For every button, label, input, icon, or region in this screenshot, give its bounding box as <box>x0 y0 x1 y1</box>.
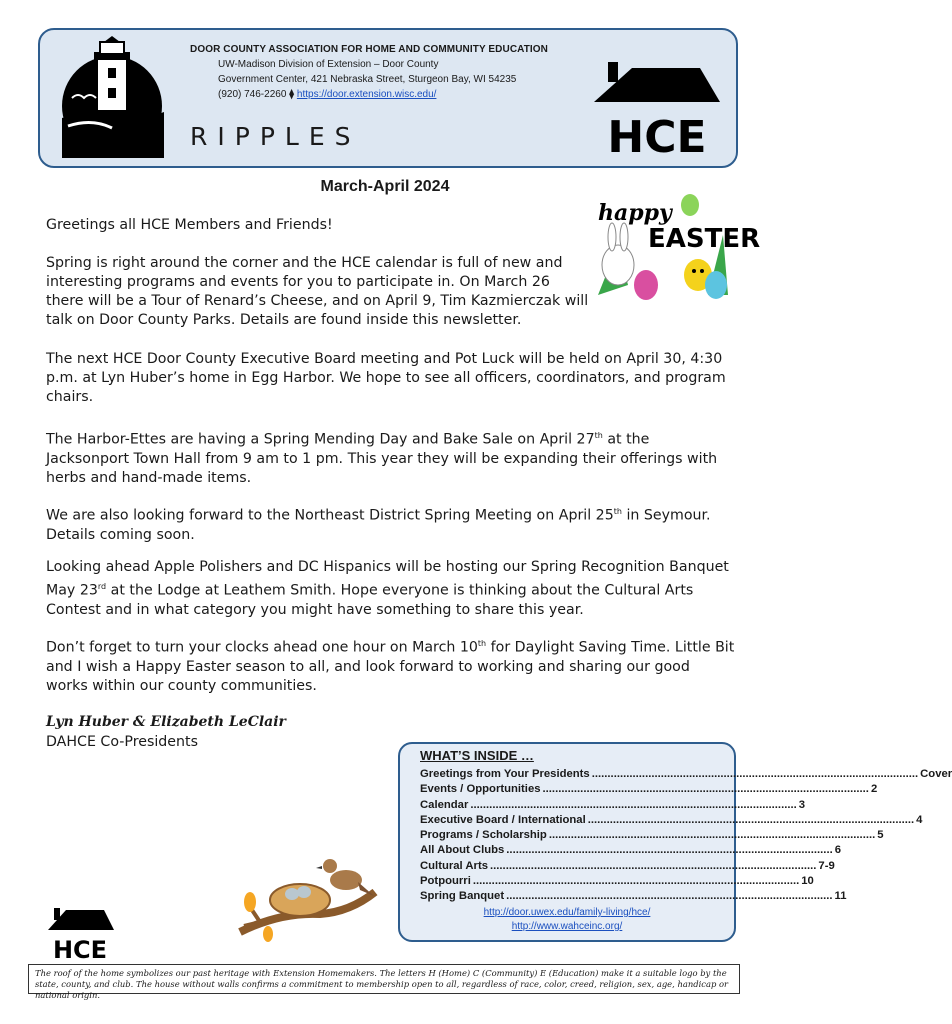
svg-text:EASTER: EASTER <box>648 224 761 254</box>
toc-label: Greetings from Your Presidents <box>420 768 590 780</box>
toc-leader <box>588 814 914 826</box>
toc-item <box>420 813 923 829</box>
division-line: UW-Madison Division of Extension – Door County <box>218 59 439 70</box>
toc-leader <box>543 783 869 795</box>
toc-leader <box>473 875 799 887</box>
toc-page: 2 <box>870 783 878 796</box>
toc-item <box>420 890 847 905</box>
toc-item <box>420 768 952 783</box>
toc-label: Calendar <box>420 798 469 811</box>
toc-page: 4 <box>916 813 923 826</box>
toc-leader <box>549 829 875 841</box>
greeting-paragraph: Greetings all HCE Members and Friends! <box>46 217 333 233</box>
hce-house-logo <box>592 62 722 163</box>
hce-logo-text: HCE <box>607 112 707 163</box>
toc-page: 7-9 <box>818 859 835 872</box>
toc-label: Executive Board / International <box>420 813 586 826</box>
extension-link[interactable]: https://door.extension.wisc.edu/ <box>296 89 437 100</box>
toc-item <box>420 844 842 859</box>
toc-label: Potpourri <box>420 875 471 888</box>
harbor-ettes-paragraph: The Harbor-Ettes are having a Spring Mending Day and Bake Sale on April 27th at the Jacksonport Town Hall from 9 am to 1 pm. This year they will be expanding their offerings with herbs and hand-made items. <box>46 431 718 486</box>
hce-small-logo <box>46 908 116 964</box>
toc-label: Spring Banquet <box>420 890 505 903</box>
toc-page: 11 <box>834 890 847 903</box>
toc-page: 3 <box>798 798 806 811</box>
executive-board-paragraph: The next HCE Door County Executive Board meeting and Pot Luck will be held on April 30, 4:30 p.m. at Lyn Huber’s home in Egg Harbor. We hope to see all officers, coordinators, and program chairs. <box>46 351 726 405</box>
masthead-text <box>190 44 548 100</box>
banquet-paragraph: Looking ahead Apple Polishers and DC Hispanics will be hosting our Spring Recognition Banquet May 23rd at the Lodge at Leathem Smith. Hope everyone is thinking about the Cultural Arts Contest and in what category you might have something to share this year. <box>46 559 729 618</box>
signature-title: DAHCE Co-Presidents <box>46 734 198 750</box>
bird-nest-illustration <box>240 852 380 942</box>
toc-item <box>420 859 835 875</box>
contact-line <box>218 89 548 100</box>
toc-label: Programs / Scholarship <box>420 829 547 842</box>
signature-names: Lyn Huber & Elizabeth LeClair <box>46 714 286 730</box>
toc-item <box>420 783 878 798</box>
toc-label: Events / Opportunities <box>420 783 541 796</box>
district-meeting-paragraph: We are also looking forward to the Northeast District Spring Meeting on April 25th in Seymour. Details coming soon. <box>46 507 711 543</box>
whats-inside-box <box>398 742 952 942</box>
lighthouse-logo <box>52 38 172 158</box>
toc-leader <box>506 890 832 902</box>
toc-item <box>420 875 814 890</box>
toc-page: 10 <box>801 875 814 888</box>
footer-statement: The roof of the home symbolizes our past heritage with Extension Homemakers. The letters H (Home) C (Community) E (Education) make it a suitable logo by the state, county, and club. The house without walls confirms a commitment to membership open to all, regardless of race, color, creed, religion, sex, age, handicap or national origin. <box>28 964 740 994</box>
daylight-saving-paragraph: Don’t forget to turn your clocks ahead one hour on March 10th for Daylight Saving Time. Little Bit and I wish a Happy Easter season to all, and look forward to working and sharing our good works within our county communities. <box>46 639 735 694</box>
whats-inside-heading: WHAT’S INSIDE … <box>420 748 534 763</box>
happy-easter-graphic <box>588 185 761 305</box>
toc-leader <box>470 799 796 811</box>
spring-paragraph: Spring is right around the corner and the HCE calendar is full of new and interesting programs and events for you to participate in. On March 26 there will be a Tour of Renard’s Cheese, and on April 9, Tim Kazmierczak will talk on Door County Parks. Details are found inside this newsletter. <box>46 255 589 328</box>
issue-title: March-April 2024 <box>320 178 450 195</box>
wahce-link[interactable]: http://www.wahceinc.org/ <box>511 921 623 932</box>
phone-number: (920) 746-2260 <box>218 89 287 100</box>
toc-leader <box>490 860 816 872</box>
org-name: DOOR COUNTY ASSOCIATION FOR HOME AND COMMUNITY EDUCATION <box>190 44 549 55</box>
hce-small-logo-text: HCE <box>52 936 108 964</box>
toc-page: Cover <box>920 768 952 780</box>
toc-leader <box>506 844 832 856</box>
newsletter-name: RIPPLES <box>190 122 361 151</box>
toc-item <box>420 798 806 814</box>
table-of-contents <box>420 768 952 906</box>
hce-family-living-link[interactable]: http://door.uwex.edu/family-living/hce/ <box>483 907 651 918</box>
address-line: Government Center, 421 Nebraska Street, Sturgeon Bay, WI 54235 <box>218 74 517 85</box>
toc-label: All About Clubs <box>420 844 505 857</box>
toc-page: 5 <box>877 829 884 842</box>
svg-text:happy: happy <box>598 200 672 226</box>
separator-icon: ⧫ <box>289 89 295 100</box>
toc-label: Cultural Arts <box>420 859 488 872</box>
toc-leader <box>592 768 918 780</box>
link-list <box>400 906 734 934</box>
toc-page: 6 <box>834 844 842 857</box>
toc-item <box>420 829 884 844</box>
